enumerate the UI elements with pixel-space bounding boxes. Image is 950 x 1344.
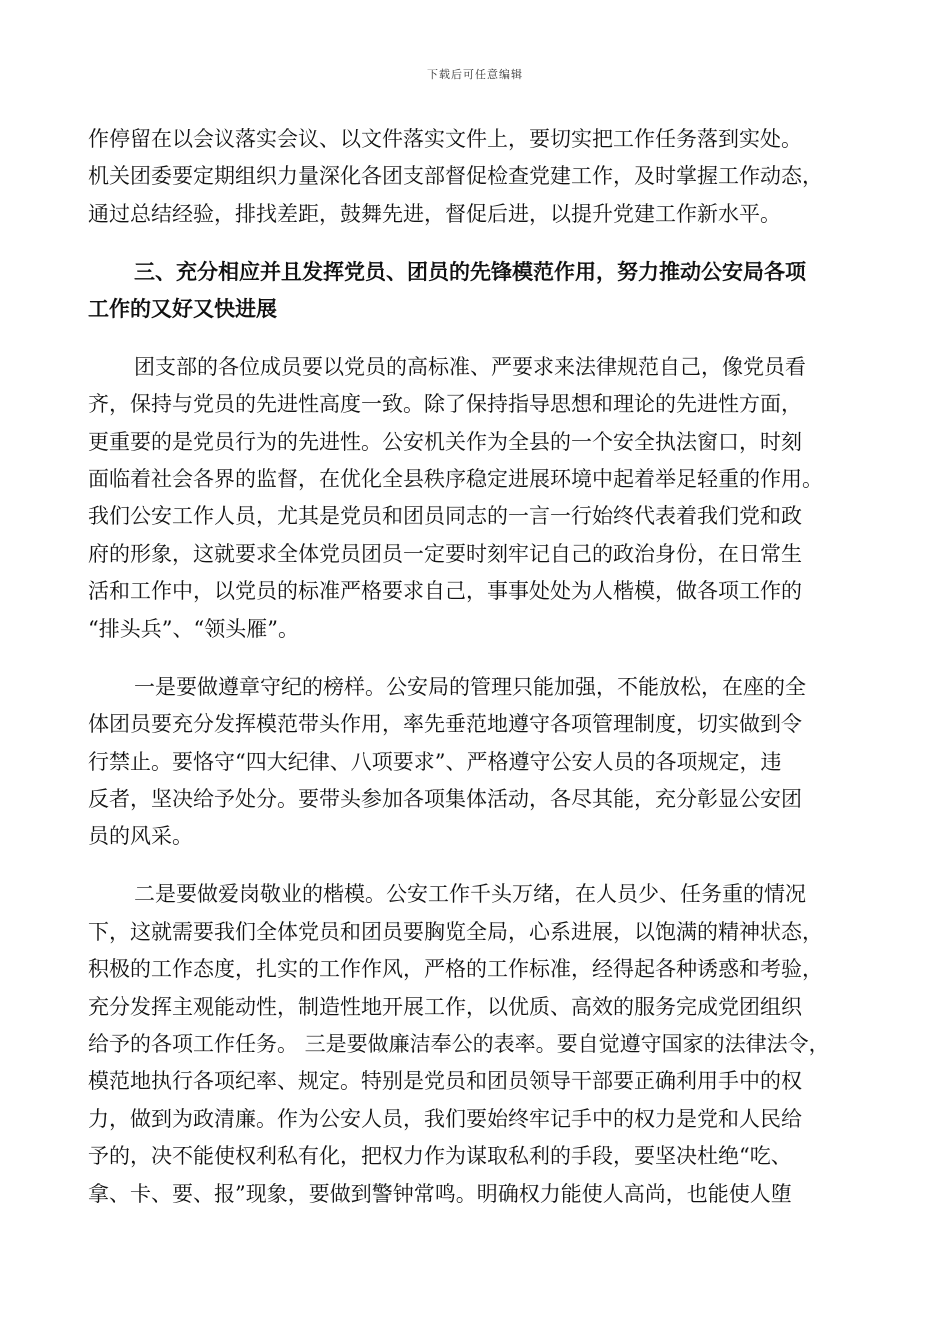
body-line: 体团员要充分发挥模范带头作用，率先垂范地遵守各项管理制度，切实做到令 — [88, 712, 802, 736]
body-line: 府的形象，这就要求全体党员团员一定要时刻牢记自己的政治身份，在日常生 — [88, 542, 802, 566]
body-line: 齐，保持与党员的先进性高度一致。除了保持指导思想和理论的先进性方面， — [88, 392, 802, 416]
body-line: 面临着社会各界的监督，在优化全县秩序稳定进展环境中起着举足轻重的作用。 — [88, 467, 823, 491]
body-line: 模范地执行各项纪率、规定。特别是党员和团员领导干部要正确利用手中的权 — [88, 1069, 802, 1093]
body-line: 我们公安工作人员，尤其是党员和团员同志的一言一行始终代表着我们党和政 — [88, 504, 802, 528]
body-line: 力，做到为政清廉。作为公安人员，我们要始终牢记手中的权力是党和人民给 — [88, 1107, 802, 1131]
body-line: 反者，坚决给予处分。要带头参加各项集体活动，各尽其能，充分彰显公安团 — [88, 787, 802, 811]
body-line: 作停留在以会议落实会议、以文件落实文件上，要切实把工作任务落到实处。 — [88, 127, 802, 151]
body-line: 员的风采。 — [88, 824, 193, 848]
section-heading: 三、充分相应并且发挥党员、团员的先锋模范作用，努力推动公安局各项 — [134, 259, 806, 284]
body-line: 给予的各项工作任务。 三是要做廉洁奉公的表率。要自觉遵守国家的法律法令， — [88, 1032, 830, 1056]
body-line: 一是要做遵章守纪的榜样。公安局的管理只能加强，不能放松，在座的全 — [134, 675, 806, 699]
body-line: 活和工作中，以党员的标准严格要求自己，事事处处为人楷模，做各项工作的 — [88, 579, 802, 603]
body-line: 更重要的是党员行为的先进性。公安机关作为全县的一个安全执法窗口，时刻 — [88, 430, 802, 454]
body-line: 予的，决不能使权利私有化，把权力作为谋取私利的手段，要坚决杜绝“吃、 — [88, 1144, 792, 1168]
body-line: 行禁止。要恪守“四大纪律、八项要求”、严格遵守公安人员的各项规定，违 — [88, 750, 782, 774]
page-header: 下载后可任意编辑 — [427, 68, 523, 81]
body-line: 团支部的各位成员要以党员的高标准、严要求来法律规范自己，像党员看 — [134, 355, 806, 379]
body-line: 二是要做爱岗敬业的楷模。公安工作千头万绪，在人员少、任务重的情况 — [134, 882, 806, 906]
body-line: 积极的工作态度，扎实的工作作风，严格的工作标准，经得起各种诱惑和考验， — [88, 957, 823, 981]
body-line: 机关团委要定期组织力量深化各团支部督促检查党建工作，及时掌握工作动态， — [88, 164, 823, 188]
body-line: “排头兵”、“领头雁”。 — [88, 617, 299, 641]
section-heading: 工作的又好又快进展 — [88, 296, 277, 321]
body-line: 充分发挥主观能动性，制造性地开展工作，以优质、高效的服务完成党团组织 — [88, 995, 802, 1019]
body-line: 通过总结经验，排找差距，鼓舞先进，督促后进，以提升党建工作新水平。 — [88, 202, 781, 226]
body-line: 下，这就需要我们全体党员和团员要胸览全局，心系进展，以饱满的精神状态， — [88, 920, 823, 944]
body-line: 拿、卡、要、报”现象，要做到警钟常鸣。明确权力能使人高尚，也能使人堕 — [88, 1182, 792, 1206]
